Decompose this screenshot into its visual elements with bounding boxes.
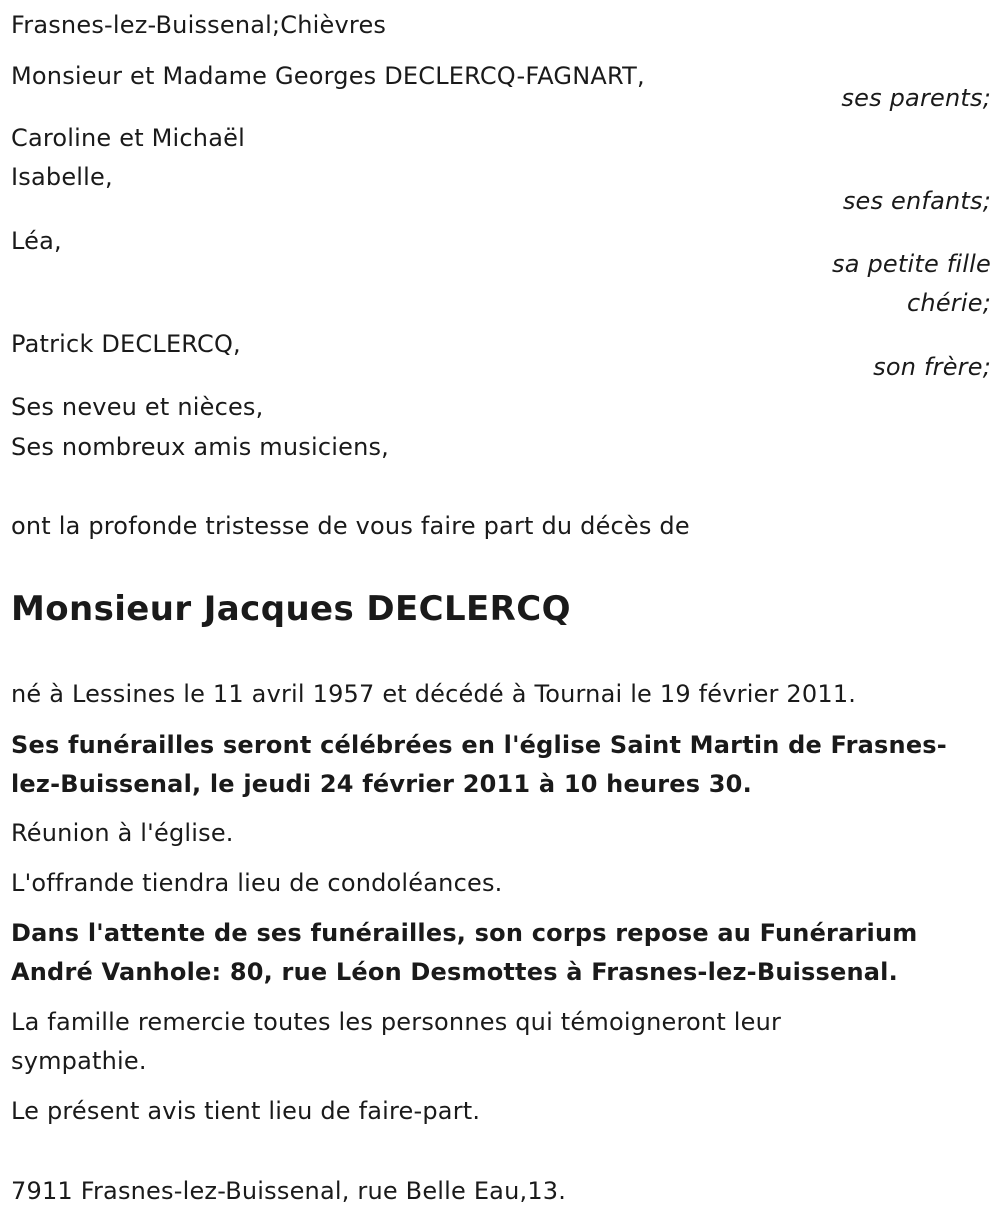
nephews-nieces: Ses neveu et nièces,: [11, 393, 264, 421]
brother-role: son frère;: [873, 353, 991, 381]
musician-friends: Ses nombreux amis musiciens,: [11, 433, 390, 461]
children-role: ses enfants;: [842, 187, 991, 215]
repose-line-1: Dans l'attente de ses funérailles, son corps repose au Funérarium: [11, 919, 918, 947]
grandchild-role-line-2: chérie;: [907, 289, 991, 317]
repose-line-2: André Vanhole: 80, rue Léon Desmottes à Frasnes-lez-Buissenal.: [11, 958, 898, 986]
announcement-intro: ont la profonde tristesse de vous faire part du décès de: [11, 512, 690, 540]
parents-names: Monsieur et Madame Georges DECLERCQ-FAGNART,: [11, 62, 645, 90]
family-address: 7911 Frasnes-lez-Buissenal, rue Belle Eau,13.: [11, 1177, 567, 1205]
funeral-details-line-1: Ses funérailles seront célébrées en l'église Saint Martin de Frasnes-: [11, 731, 947, 759]
children-line-1: Caroline et Michaël: [11, 124, 245, 152]
grandchild-role-line-1: sa petite fille: [832, 250, 991, 278]
children-line-2: Isabelle,: [11, 163, 113, 191]
location-header: Frasnes-lez-Buissenal;Chièvres: [11, 11, 387, 39]
funeral-details-line-2: lez-Buissenal, le jeudi 24 février 2011 à 10 heures 30.: [11, 770, 752, 798]
notice-statement: Le présent avis tient lieu de faire-part.: [11, 1097, 481, 1125]
meeting-place: Réunion à l'église.: [11, 819, 234, 847]
thanks-line-2: sympathie.: [11, 1047, 147, 1075]
brother-name: Patrick DECLERCQ,: [11, 330, 241, 358]
grandchild-name: Léa,: [11, 227, 62, 255]
offering-note: L'offrande tiendra lieu de condoléances.: [11, 869, 503, 897]
thanks-line-1: La famille remercie toutes les personnes qui témoigneront leur: [11, 1008, 782, 1036]
parents-role: ses parents;: [841, 84, 991, 112]
birth-death-dates: né à Lessines le 11 avril 1957 et décédé à Tournai le 19 février 2011.: [11, 680, 857, 708]
deceased-name: Monsieur Jacques DECLERCQ: [11, 589, 571, 629]
